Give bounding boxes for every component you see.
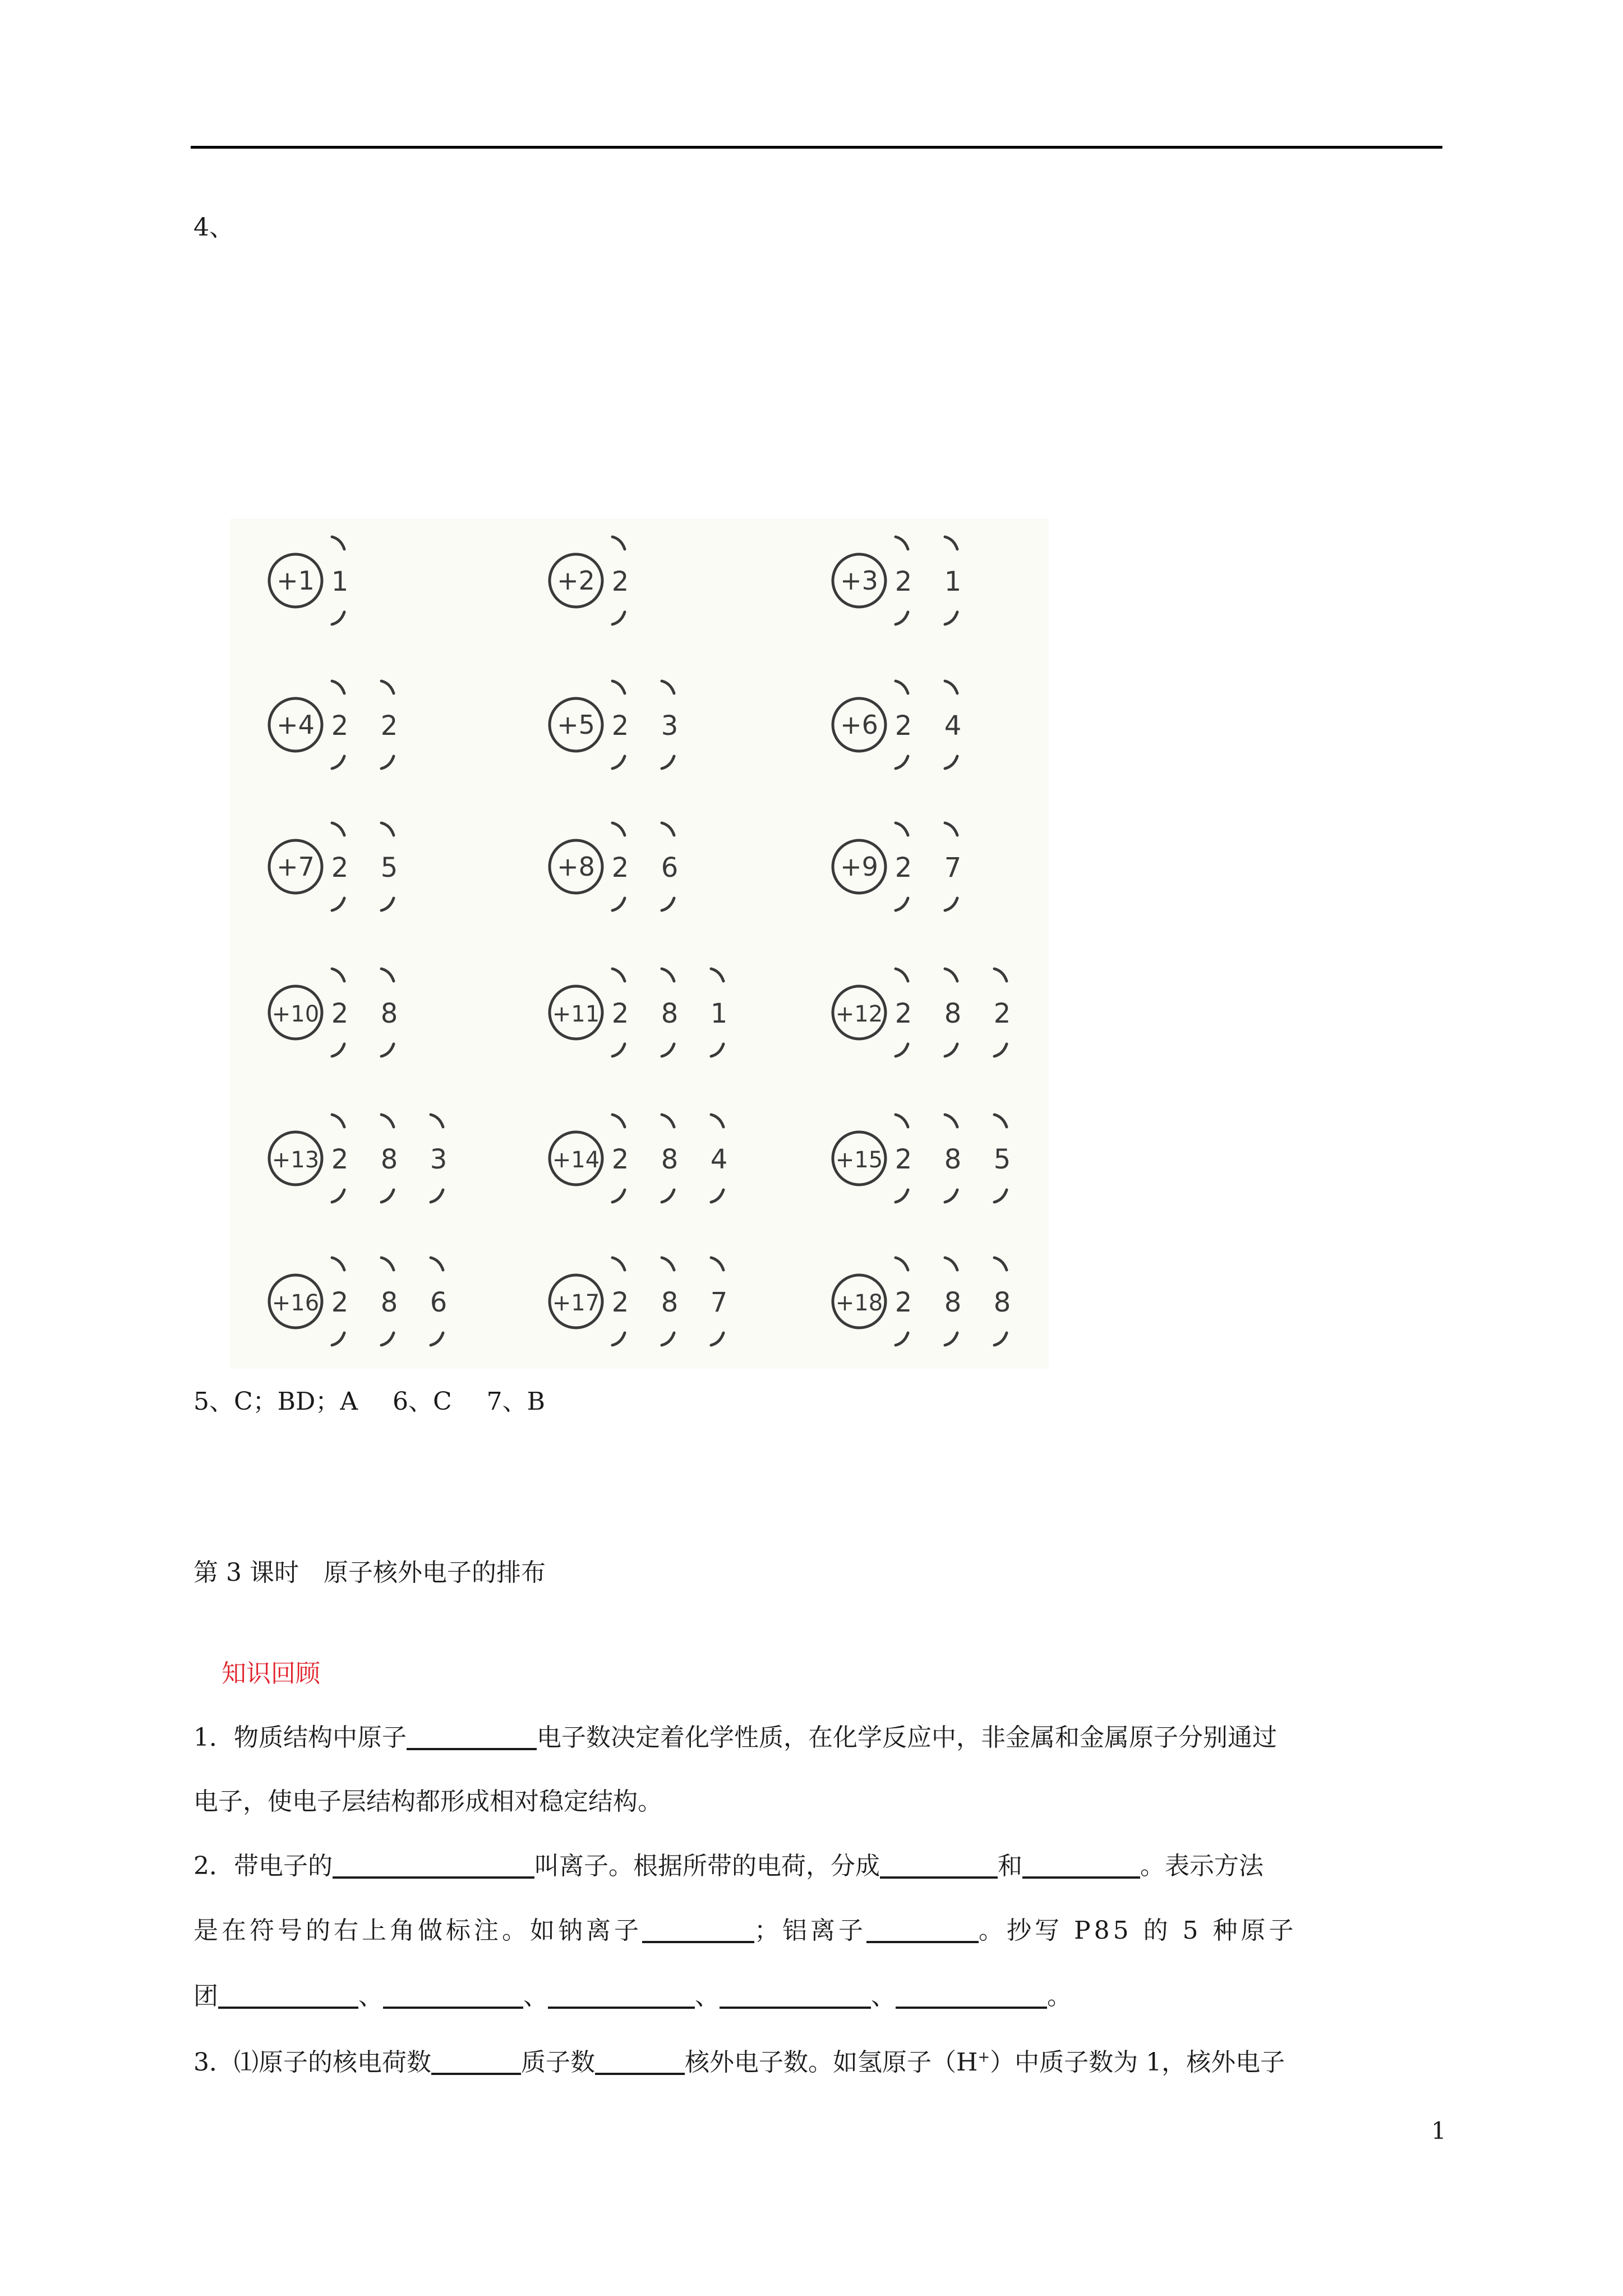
electron-shell-arc xyxy=(381,823,394,835)
shell-electron-count: 1 xyxy=(710,998,728,1029)
electron-shell-arc xyxy=(381,1258,394,1270)
question-3-line-1 xyxy=(193,2047,1285,2075)
shell-electron-count: 2 xyxy=(331,1144,349,1175)
electron-shell-arc xyxy=(896,969,908,981)
q2-blank-group-4[interactable] xyxy=(720,1981,871,2009)
nucleus-charge-label: +17 xyxy=(552,1290,600,1316)
q2-separator: 、 xyxy=(695,1982,720,2010)
electron-shell-arc xyxy=(896,1258,908,1270)
q3-superscript: + xyxy=(978,2049,990,2066)
electron-shell-arc xyxy=(662,969,674,981)
electron-shell-arc xyxy=(945,612,957,624)
electron-shell-arc xyxy=(711,1115,723,1127)
q2-blank-group-1[interactable] xyxy=(218,1981,358,2009)
atom-diagram-7 xyxy=(269,823,398,910)
question-2-line-1 xyxy=(193,1851,1264,1879)
electron-shell-arc xyxy=(381,969,394,981)
q2-blank-group-3[interactable] xyxy=(548,1981,695,2009)
electron-shell-arc xyxy=(612,681,625,693)
shell-electron-count: 1 xyxy=(331,566,349,597)
nucleus-charge-label: +7 xyxy=(276,852,315,882)
shell-electron-count: 2 xyxy=(895,998,912,1029)
shell-electron-count: 5 xyxy=(380,852,398,884)
electron-shell-arc xyxy=(945,1258,957,1270)
q2-text-d: 。表示方法 xyxy=(1140,1852,1264,1880)
lesson-title: 第 3 课时 原子核外电子的排布 xyxy=(193,1558,546,1587)
electron-shell-arc xyxy=(612,612,625,624)
electron-shell-arc xyxy=(381,756,394,769)
electron-shell-arc xyxy=(662,1190,674,1202)
nucleus-charge-label: +2 xyxy=(557,565,595,596)
atom-structure-diagrams xyxy=(230,519,1049,1369)
electron-shell-arc xyxy=(612,1333,625,1345)
question-4-label: 4、 xyxy=(193,213,234,242)
electron-shell-arc xyxy=(431,1258,443,1270)
shell-electron-count: 2 xyxy=(331,1287,349,1318)
shell-electron-count: 2 xyxy=(895,710,912,742)
electron-shell-arc xyxy=(381,1333,394,1345)
shell-electron-count: 7 xyxy=(944,852,962,884)
q2-text-h: 团 xyxy=(193,1982,218,2010)
electron-shell-arc xyxy=(431,1333,443,1345)
section-heading: 知识回顾 xyxy=(222,1659,320,1688)
question-2-line-3 xyxy=(193,1981,1072,2009)
q3-text-b: 质子数 xyxy=(521,2048,595,2077)
shell-electron-count: 3 xyxy=(661,710,679,742)
shell-electron-count: 2 xyxy=(611,998,629,1029)
atom-diagram-8 xyxy=(550,823,678,910)
shell-electron-count: 8 xyxy=(661,998,679,1029)
answers-5-6-7: 5、C；BD；A 6、C 7、B xyxy=(193,1387,546,1416)
electron-shell-arc xyxy=(381,1044,394,1056)
shell-electron-count: 8 xyxy=(944,998,962,1029)
header-rule xyxy=(191,146,1442,149)
electron-shell-arc xyxy=(945,1190,957,1202)
electron-shell-arc xyxy=(896,1333,908,1345)
electron-shell-arc xyxy=(612,898,625,910)
shell-electron-count: 8 xyxy=(944,1144,962,1175)
q2-text-e: 是在符号的右上角做标注。如钠离子 xyxy=(193,1916,642,1945)
electron-shell-arc xyxy=(994,1333,1007,1345)
electron-shell-arc xyxy=(612,1258,625,1270)
shell-electron-count: 7 xyxy=(710,1287,728,1318)
nucleus-charge-label: +3 xyxy=(840,565,878,596)
atom-diagram-14 xyxy=(550,1115,727,1202)
shell-electron-count: 8 xyxy=(661,1144,679,1175)
electron-shell-arc xyxy=(612,537,625,549)
atom-diagram-5 xyxy=(550,681,678,769)
q2-blank-aluminum-ion[interactable] xyxy=(866,1915,979,1943)
q2-blank-group-5[interactable] xyxy=(896,1981,1047,2009)
q3-text-a: 3．⑴原子的核电荷数 xyxy=(193,2048,431,2077)
shell-electron-count: 2 xyxy=(331,852,349,884)
electron-shell-arc xyxy=(896,898,908,910)
nucleus-charge-label: +14 xyxy=(552,1147,600,1173)
shell-electron-count: 2 xyxy=(611,1287,629,1318)
shell-electron-count: 8 xyxy=(661,1287,679,1318)
shell-electron-count: 5 xyxy=(993,1144,1011,1175)
nucleus-charge-label: +13 xyxy=(271,1147,320,1173)
electron-shell-arc xyxy=(332,823,344,835)
electron-shell-arc xyxy=(896,612,908,624)
nucleus-charge-label: +16 xyxy=(271,1290,320,1316)
electron-shell-arc xyxy=(612,969,625,981)
electron-shell-arc xyxy=(711,1044,723,1056)
nucleus-charge-label: +8 xyxy=(557,852,595,882)
shell-electron-count: 2 xyxy=(895,852,912,884)
q2-text-f: ；铝离子 xyxy=(754,1916,866,1945)
electron-shell-arc xyxy=(945,537,957,549)
shell-electron-count: 2 xyxy=(380,710,398,742)
electron-shell-arc xyxy=(662,756,674,769)
atom-diagram-18 xyxy=(833,1258,1011,1345)
electron-shell-arc xyxy=(896,537,908,549)
shell-electron-count: 2 xyxy=(331,998,349,1029)
electron-shell-arc xyxy=(945,823,957,835)
shell-electron-count: 2 xyxy=(895,566,912,597)
shell-electron-count: 8 xyxy=(993,1287,1011,1318)
electron-shell-arc xyxy=(332,681,344,693)
atom-diagram-3 xyxy=(833,537,961,624)
electron-shell-arc xyxy=(945,1333,957,1345)
electron-shell-arc xyxy=(332,898,344,910)
electron-shell-arc xyxy=(612,823,625,835)
electron-shell-arc xyxy=(662,823,674,835)
atom-diagram-10 xyxy=(269,969,398,1056)
atom-diagram-canvas xyxy=(230,519,1049,1369)
q2-blank-group-2[interactable] xyxy=(383,1981,523,2009)
shell-electron-count: 8 xyxy=(944,1287,962,1318)
q2-separator: 、 xyxy=(871,1982,896,2010)
electron-shell-arc xyxy=(381,1115,394,1127)
nucleus-charge-label: +18 xyxy=(835,1290,883,1316)
electron-shell-arc xyxy=(896,756,908,769)
atom-diagram-6 xyxy=(833,681,961,769)
question-2-line-2 xyxy=(193,1915,1297,1943)
atom-diagram-1 xyxy=(269,537,348,624)
electron-shell-arc xyxy=(994,1115,1007,1127)
electron-shell-arc xyxy=(945,756,957,769)
atom-diagram-15 xyxy=(833,1115,1011,1202)
electron-shell-arc xyxy=(994,1190,1007,1202)
shell-electron-count: 2 xyxy=(331,710,349,742)
electron-shell-arc xyxy=(896,1044,908,1056)
nucleus-charge-label: +12 xyxy=(835,1001,883,1027)
electron-shell-arc xyxy=(945,898,957,910)
atom-diagram-12 xyxy=(833,969,1011,1056)
electron-shell-arc xyxy=(994,1044,1007,1056)
electron-shell-arc xyxy=(896,823,908,835)
electron-shell-arc xyxy=(612,1190,625,1202)
atom-diagram-16 xyxy=(269,1258,447,1345)
electron-shell-arc xyxy=(332,1115,344,1127)
q2-blank-cation[interactable] xyxy=(880,1851,998,1879)
q2-text-a: 2．带电子的 xyxy=(193,1852,333,1880)
q3-blank-2[interactable] xyxy=(595,2047,685,2075)
electron-shell-arc xyxy=(332,1190,344,1202)
nucleus-charge-label: +10 xyxy=(271,1001,320,1027)
q3-text-c: 核外电子数。如氢原子（H xyxy=(685,2048,978,2077)
atom-diagram-9 xyxy=(833,823,961,910)
nucleus-charge-label: +15 xyxy=(835,1147,883,1173)
page-number: 1 xyxy=(1431,2117,1446,2145)
electron-shell-arc xyxy=(612,756,625,769)
shell-electron-count: 4 xyxy=(710,1144,728,1175)
shell-electron-count: 4 xyxy=(944,710,962,742)
shell-electron-count: 8 xyxy=(380,1144,398,1175)
electron-shell-arc xyxy=(662,1258,674,1270)
shell-electron-count: 6 xyxy=(661,852,679,884)
shell-electron-count: 2 xyxy=(611,566,629,597)
nucleus-charge-label: +1 xyxy=(276,565,315,596)
electron-shell-arc xyxy=(896,681,908,693)
q1-text-a: 1．物质结构中原子 xyxy=(193,1723,407,1752)
electron-shell-arc xyxy=(332,1044,344,1056)
shell-electron-count: 3 xyxy=(430,1144,448,1175)
electron-shell-arc xyxy=(662,1044,674,1056)
nucleus-charge-label: +11 xyxy=(552,1001,600,1027)
q2-blank-sodium-ion[interactable] xyxy=(642,1915,754,1943)
shell-electron-count: 2 xyxy=(611,1144,629,1175)
electron-shell-arc xyxy=(711,1190,723,1202)
q2-separator: 、 xyxy=(523,1982,548,2010)
shell-electron-count: 2 xyxy=(895,1144,912,1175)
electron-shell-arc xyxy=(332,1258,344,1270)
atom-diagram-13 xyxy=(269,1115,447,1202)
shell-electron-count: 2 xyxy=(993,998,1011,1029)
atom-diagram-2 xyxy=(550,537,629,624)
q2-blank-1[interactable] xyxy=(333,1851,534,1879)
electron-shell-arc xyxy=(612,1044,625,1056)
electron-shell-arc xyxy=(711,1333,723,1345)
question-1-line-1 xyxy=(193,1722,1277,1750)
electron-shell-arc xyxy=(431,1190,443,1202)
electron-shell-arc xyxy=(332,1333,344,1345)
electron-shell-arc xyxy=(994,969,1007,981)
electron-shell-arc xyxy=(994,1258,1007,1270)
atom-diagram-17 xyxy=(550,1258,727,1345)
electron-shell-arc xyxy=(612,1115,625,1127)
electron-shell-arc xyxy=(381,681,394,693)
q3-text-d: ）中质子数为 1，核外电子 xyxy=(990,2048,1285,2077)
q1-text-b: 电子数决定着化学性质，在化学反应中，非金属和金属原子分别通过 xyxy=(537,1723,1277,1752)
nucleus-charge-label: +5 xyxy=(557,710,595,740)
electron-shell-arc xyxy=(431,1115,443,1127)
electron-shell-arc xyxy=(662,681,674,693)
electron-shell-arc xyxy=(332,969,344,981)
q3-blank-1[interactable] xyxy=(431,2047,521,2075)
atom-diagram-4 xyxy=(269,681,398,769)
shell-electron-count: 8 xyxy=(380,998,398,1029)
electron-shell-arc xyxy=(711,969,723,981)
shell-electron-count: 8 xyxy=(380,1287,398,1318)
electron-shell-arc xyxy=(662,1333,674,1345)
q2-text-c: 和 xyxy=(998,1852,1022,1880)
electron-shell-arc xyxy=(945,969,957,981)
electron-shell-arc xyxy=(381,898,394,910)
electron-shell-arc xyxy=(662,898,674,910)
electron-shell-arc xyxy=(711,1258,723,1270)
q2-text-b: 叫离子。根据所带的电荷，分成 xyxy=(534,1852,880,1880)
shell-electron-count: 2 xyxy=(611,710,629,742)
q1-blank-1[interactable] xyxy=(407,1722,537,1750)
q2-end-mark: 。 xyxy=(1047,1982,1072,2010)
electron-shell-arc xyxy=(945,681,957,693)
shell-electron-count: 1 xyxy=(944,566,962,597)
electron-shell-arc xyxy=(332,756,344,769)
atom-diagram-11 xyxy=(550,969,727,1056)
electron-shell-arc xyxy=(381,1190,394,1202)
nucleus-charge-label: +6 xyxy=(840,710,878,740)
question-1-line-2 xyxy=(193,1789,662,1814)
electron-shell-arc xyxy=(332,612,344,624)
electron-shell-arc xyxy=(896,1190,908,1202)
q2-separator: 、 xyxy=(358,1982,383,2010)
electron-shell-arc xyxy=(662,1115,674,1127)
q2-text-g: 。抄写 P85 的 5 种原子 xyxy=(979,1916,1297,1945)
electron-shell-arc xyxy=(896,1115,908,1127)
electron-shell-arc xyxy=(945,1115,957,1127)
nucleus-charge-label: +4 xyxy=(276,710,315,740)
q2-blank-anion[interactable] xyxy=(1022,1851,1140,1879)
shell-electron-count: 6 xyxy=(430,1287,448,1318)
shell-electron-count: 2 xyxy=(611,852,629,884)
nucleus-charge-label: +9 xyxy=(840,852,878,882)
electron-shell-arc xyxy=(332,537,344,549)
q1-text-c: 电子，使电子层结构都形成相对稳定结构。 xyxy=(193,1787,662,1816)
electron-shell-arc xyxy=(945,1044,957,1056)
shell-electron-count: 2 xyxy=(895,1287,912,1318)
